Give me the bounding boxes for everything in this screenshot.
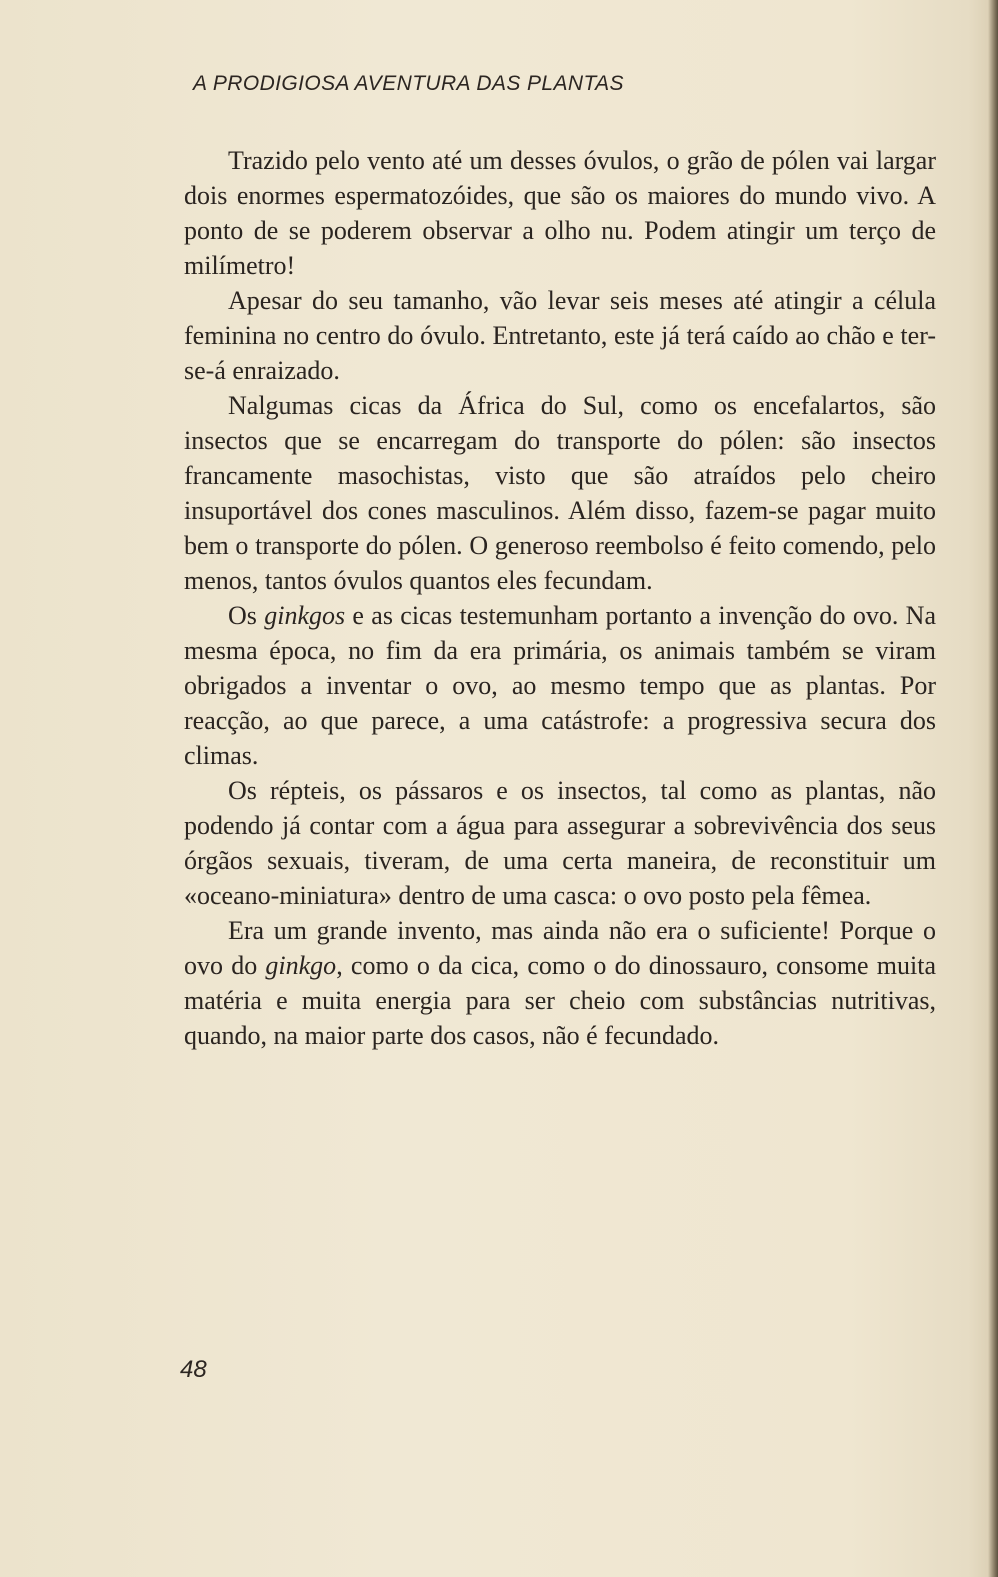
running-header: A PRODIGIOSA AVENTURA DAS PLANTAS	[193, 72, 624, 95]
italic-term: ginkgo	[265, 951, 337, 980]
text-run: Trazido pelo vento até um desses óvulos, o grão de pólen vai largar dois enormes espermatozóides, que são os maiores do mundo vivo. A ponto de se poderem observar a olho nu. Podem atingir um terço de milímetro!	[184, 146, 936, 280]
text-run: , como o da cica, como o do dinossauro, consome muita matéria e muita energia para ser cheio com substâncias nutritivas, quando, na maior parte dos casos, não é fecundado.	[184, 951, 936, 1050]
paragraph	[184, 388, 936, 598]
text-run: Os répteis, os pássaros e os insectos, tal como as plantas, não podendo já contar com a água para assegurar a sobrevivência dos seus órgãos sexuais, tiveram, de uma certa maneira, de reconstituir um «oceano-miniatura» dentro de uma casca: o ovo posto pela fêmea.	[184, 776, 936, 910]
page-binding-edge	[988, 0, 998, 1577]
text-run: e as cicas testemunham portanto a invenção do ovo. Na mesma época, no fim da era primária, os animais também se viram obrigados a inventar o ovo, ao mesmo tempo que as plantas. Por reacção, ao que parece, a uma catástrofe: a progressiva secura dos climas.	[184, 601, 936, 770]
paragraph	[184, 913, 936, 1053]
text-run: Os	[228, 601, 265, 630]
paragraph	[184, 598, 936, 773]
text-run: Apesar do seu tamanho, vão levar seis meses até atingir a célula feminina no centro do óvulo. Entretanto, este já terá caído ao chão e ter-se-á enraizado.	[184, 286, 936, 385]
page-number: 48	[180, 1356, 207, 1383]
text-run: Nalgumas cicas da África do Sul, como os encefalartos, são insectos que se encarregam do transporte do pólen: são insectos francamente masochistas, visto que são atraídos pelo cheiro insuportável dos cones masculinos. Além disso, fazem-se pagar muito bem o transporte do pólen. O generoso reembolso é feito comendo, pelo menos, tantos óvulos quantos eles fecundam.	[184, 391, 936, 595]
paragraph	[184, 773, 936, 913]
text-run: Era um grande invento, mas ainda não era o suficiente! Porque o ovo do	[184, 916, 936, 980]
body-text	[184, 143, 936, 1053]
paragraph	[184, 283, 936, 388]
paragraph	[184, 143, 936, 283]
italic-term: ginkgos	[264, 601, 346, 630]
